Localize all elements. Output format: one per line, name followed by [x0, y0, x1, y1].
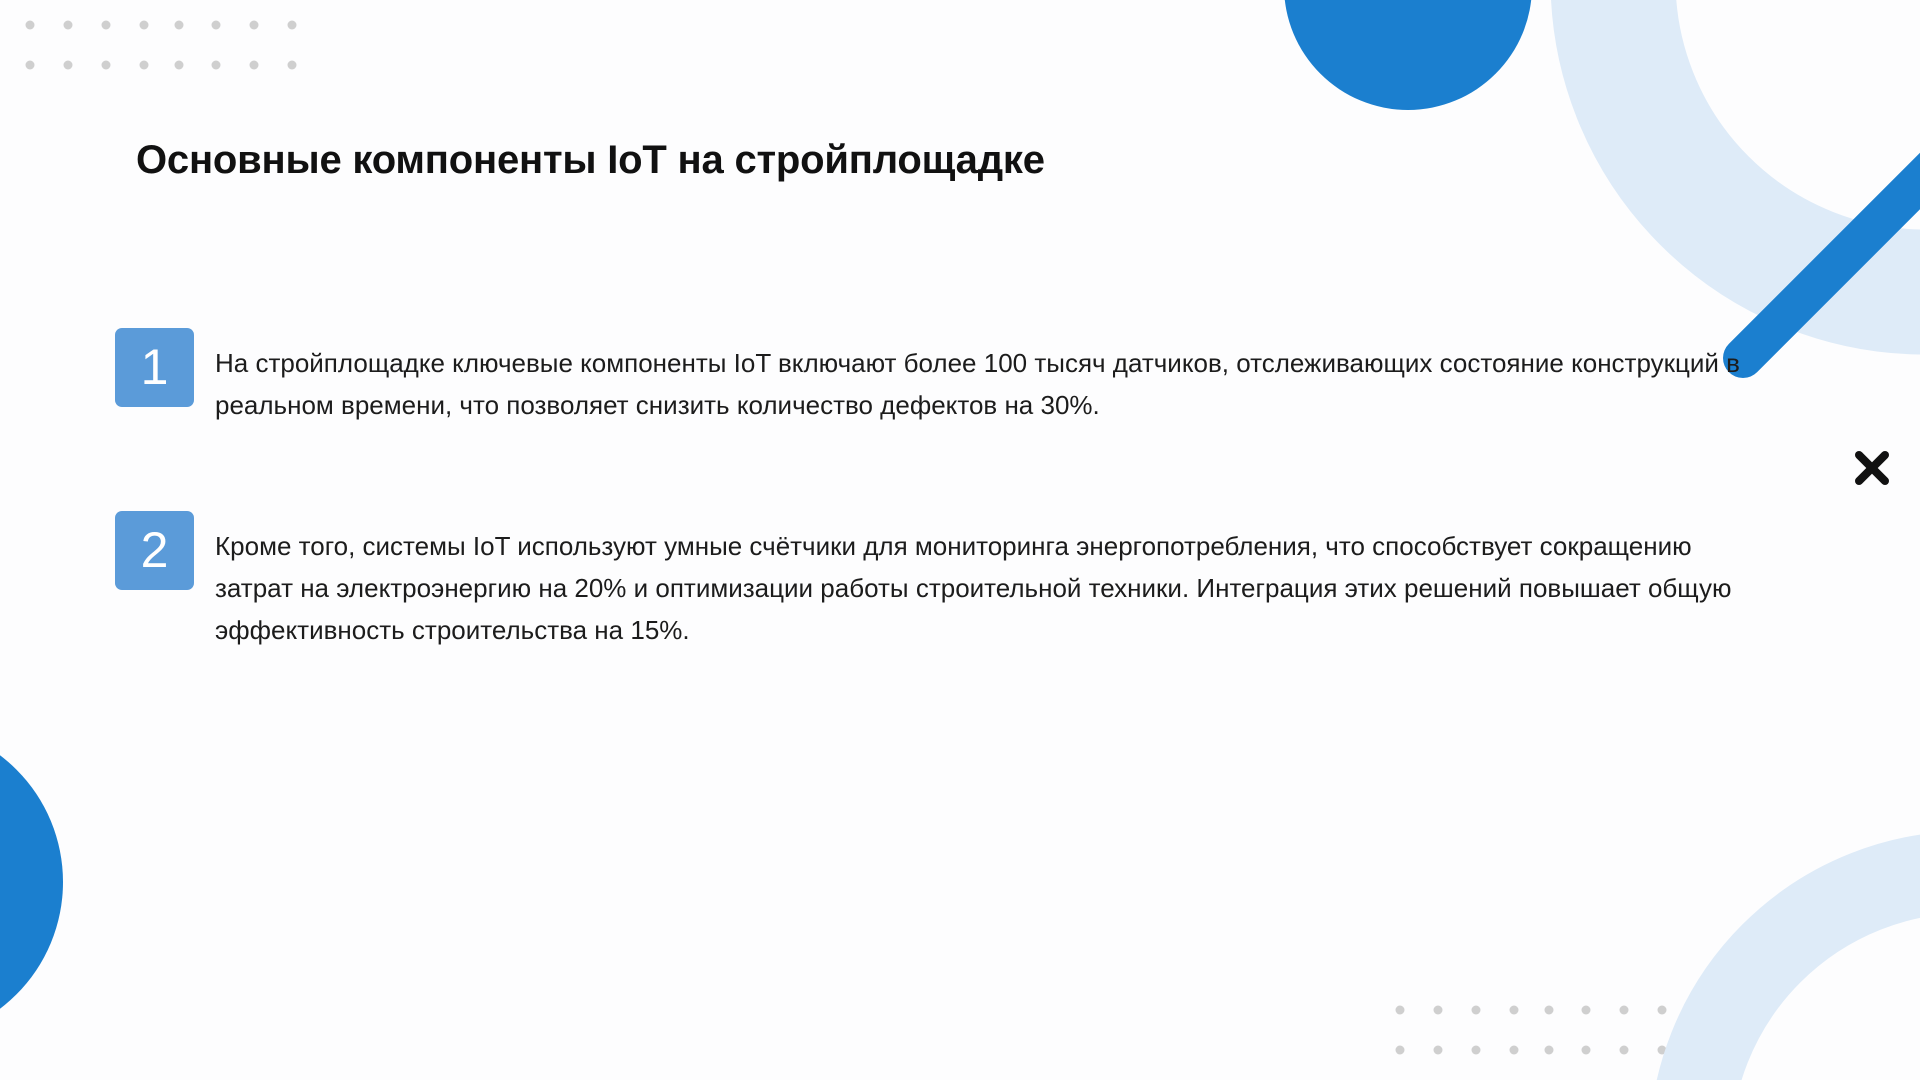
x-mark-icon[interactable]	[1852, 448, 1892, 488]
number-badge: 1	[115, 328, 194, 407]
item-text: На стройплощадке ключевые компоненты IoT включают более 100 тысяч датчиков, отслеживающих состояние конструкций в реальном времени, что позволяет снизить количество дефектов на 30%.	[215, 348, 1740, 420]
number-badge: 2	[115, 511, 194, 590]
blue-circle-top	[1284, 0, 1532, 110]
dot-grid-top-left	[26, 21, 297, 70]
dot-grid-bottom-right	[1396, 1006, 1667, 1055]
blue-circle-bottom-left	[0, 723, 63, 1041]
light-ring-bottom-right	[1690, 872, 1920, 1080]
slide-title: Основные компоненты IoT на стройплощадке	[136, 138, 1045, 182]
item-text: Кроме того, системы IoT используют умные счётчики для мониторинга энергопотребления, что способствует сокращению затрат на электроэнергию на 20% и оптимизации работы строительной техники. Интеграция этих решений повышает общую эффективность строительства на 15%.	[215, 531, 1732, 645]
